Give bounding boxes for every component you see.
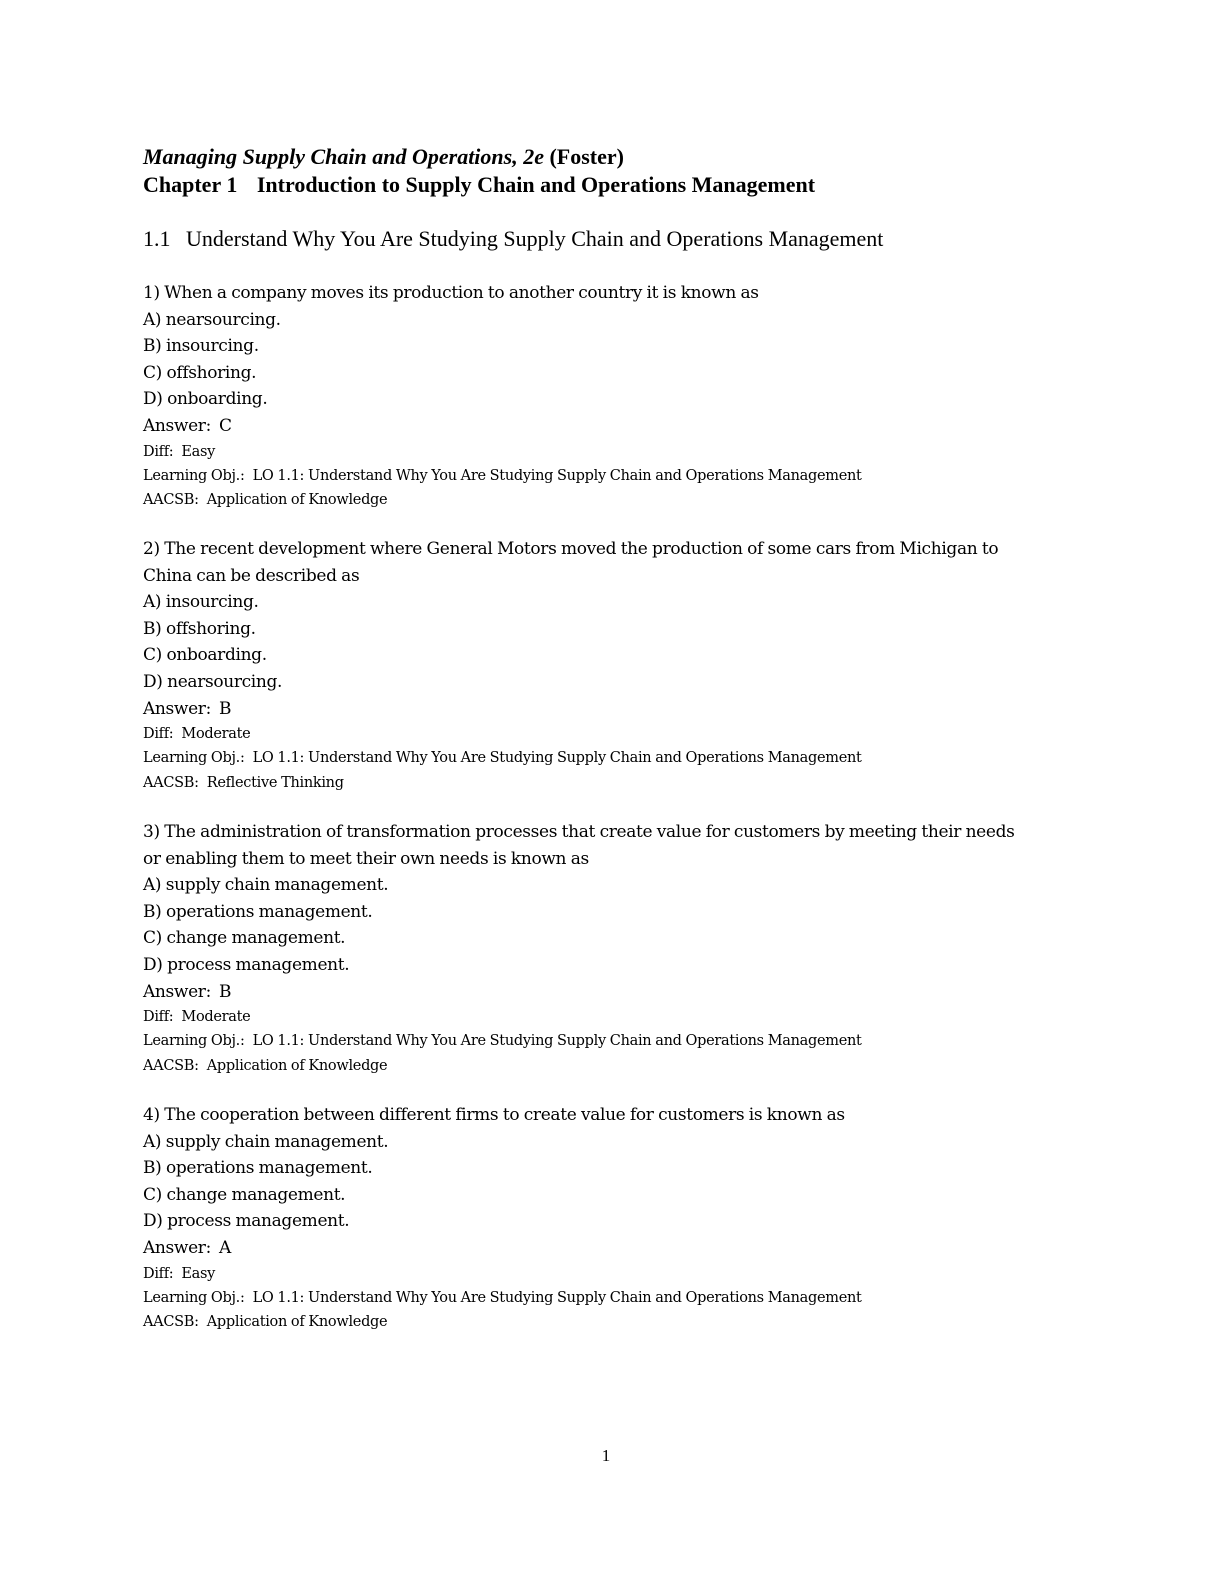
option-a: A) insourcing. (143, 592, 259, 613)
learning-objective-value: LO 1.1: Understand Why You Are Studying Supply Chain and Operations Management (252, 750, 862, 767)
section-heading (143, 225, 1103, 253)
page-number: 1 (601, 1446, 611, 1465)
learning-objective-line (143, 746, 1073, 770)
difficulty-label: Diff: (143, 726, 174, 743)
option-a: A) supply chain management. (143, 1131, 389, 1152)
answer-line (143, 1235, 1073, 1262)
question-4 (143, 1102, 1073, 1334)
difficulty-label: Diff: (143, 1009, 174, 1026)
aacsb-line (143, 1310, 1073, 1334)
difficulty-value: Moderate (181, 726, 251, 743)
question-stem-continued: China can be described as (143, 565, 360, 586)
learning-objective-line (143, 464, 1073, 488)
option-b: B) operations management. (143, 1158, 373, 1179)
book-author: (Foster) (549, 144, 624, 169)
question-1 (143, 280, 1073, 512)
question-stem: 4) The cooperation between different firms to create value for customers is known as (143, 1105, 845, 1125)
aacsb-line (143, 1054, 1073, 1078)
answer-line (143, 979, 1073, 1006)
section-title: Understand Why You Are Studying Supply Chain and Operations Management (186, 226, 884, 251)
chapter-title: Introduction to Supply Chain and Operations Management (256, 172, 816, 197)
answer-label: Answer: (143, 1237, 211, 1258)
aacsb-line (143, 488, 1073, 512)
book-title-line (143, 143, 1103, 171)
learning-objective-label: Learning Obj.: (143, 467, 245, 484)
learning-objective-line (143, 1286, 1073, 1310)
difficulty-line (143, 440, 1073, 464)
chapter-number: Chapter 1 (143, 172, 238, 197)
difficulty-label: Diff: (143, 1265, 174, 1282)
learning-objective-label: Learning Obj.: (143, 750, 245, 767)
option-a: A) supply chain management. (143, 875, 389, 896)
aacsb-value: Application of Knowledge (206, 1313, 388, 1330)
book-title: Managing Supply Chain and Operations, 2e (143, 144, 544, 169)
learning-objective-value: LO 1.1: Understand Why You Are Studying Supply Chain and Operations Management (252, 1033, 862, 1050)
option-a: A) nearsourcing. (143, 309, 281, 330)
learning-objective-line (143, 1029, 1073, 1053)
aacsb-line (143, 771, 1073, 795)
answer-line (143, 696, 1073, 723)
option-c: C) change management. (143, 1184, 346, 1205)
aacsb-label: AACSB: (143, 1057, 199, 1074)
question-2 (143, 536, 1073, 795)
learning-objective-label: Learning Obj.: (143, 1033, 245, 1050)
difficulty-line (143, 1262, 1073, 1286)
option-d: D) nearsourcing. (143, 671, 283, 692)
option-c: C) offshoring. (143, 362, 257, 383)
learning-objective-value: LO 1.1: Understand Why You Are Studying Supply Chain and Operations Management (252, 1289, 862, 1306)
answer-value: B (218, 981, 232, 1002)
option-d: D) process management. (143, 1211, 350, 1232)
learning-objective-value: LO 1.1: Understand Why You Are Studying Supply Chain and Operations Management (252, 467, 862, 484)
answer-value: C (218, 415, 232, 436)
answer-value: A (218, 1237, 231, 1258)
aacsb-value: Application of Knowledge (206, 1057, 388, 1074)
option-b: B) insourcing. (143, 336, 259, 357)
option-c: C) change management. (143, 928, 346, 949)
aacsb-label: AACSB: (143, 774, 199, 791)
aacsb-label: AACSB: (143, 491, 199, 508)
difficulty-value: Easy (181, 443, 216, 460)
difficulty-line (143, 722, 1073, 746)
question-stem: 3) The administration of transformation processes that create value for customers by meeting their needs (143, 822, 1015, 842)
difficulty-label: Diff: (143, 443, 174, 460)
question-3 (143, 819, 1073, 1078)
answer-line (143, 413, 1073, 440)
option-d: D) onboarding. (143, 389, 268, 410)
learning-objective-label: Learning Obj.: (143, 1289, 245, 1306)
chapter-title-line (143, 171, 1103, 199)
answer-label: Answer: (143, 981, 211, 1002)
difficulty-value: Moderate (181, 1009, 251, 1026)
question-stem-continued: or enabling them to meet their own needs is known as (143, 848, 589, 869)
answer-value: B (218, 698, 232, 719)
section-number: 1.1 (143, 226, 171, 251)
difficulty-line (143, 1005, 1073, 1029)
option-d: D) process management. (143, 954, 350, 975)
option-b: B) offshoring. (143, 618, 256, 639)
document-header (143, 143, 1103, 199)
answer-label: Answer: (143, 415, 211, 436)
difficulty-value: Easy (181, 1265, 216, 1282)
aacsb-value: Application of Knowledge (206, 491, 388, 508)
option-c: C) onboarding. (143, 645, 267, 666)
aacsb-label: AACSB: (143, 1313, 199, 1330)
option-b: B) operations management. (143, 901, 373, 922)
answer-label: Answer: (143, 698, 211, 719)
question-stem: 1) When a company moves its production to another country it is known as (143, 283, 759, 303)
aacsb-value: Reflective Thinking (206, 774, 344, 791)
question-stem: 2) The recent development where General Motors moved the production of some cars from Michigan to (143, 539, 999, 559)
